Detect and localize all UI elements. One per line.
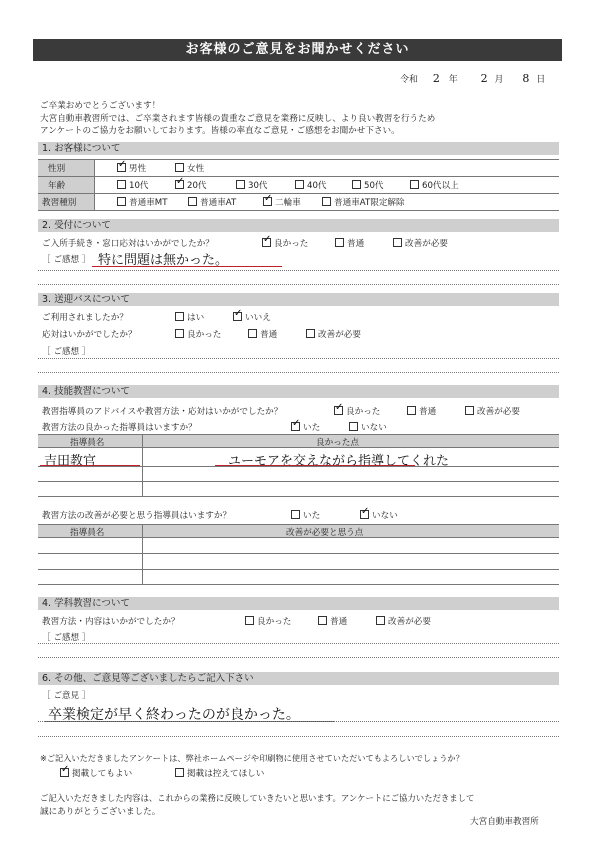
checkbox-icon[interactable] (175, 163, 184, 172)
footer-thanks-2: 誠にありがとうございました。 (40, 807, 161, 817)
s2-question: ご入所手続き・窓口応対はいかがでしたか？ (42, 239, 214, 249)
age-20s[interactable]: ✓ 20代 (175, 179, 207, 191)
good-col-instructor: 指導員名 (70, 438, 105, 448)
s3-q1-yes[interactable]: はい (175, 311, 204, 323)
s4-q2-no[interactable]: いない (349, 421, 387, 433)
checkbox-icon[interactable] (175, 312, 184, 321)
checkbox-checked-icon[interactable] (291, 422, 300, 431)
date-month: 2 (480, 72, 488, 85)
s4-q2-yes[interactable]: ✓ いた (291, 421, 320, 433)
improve-col-instructor: 指導員名 (70, 528, 105, 538)
checkbox-icon[interactable] (245, 616, 254, 625)
s4-q1-improve[interactable]: 改善が必要 (465, 405, 520, 417)
s2-opt-good[interactable]: ✓ 良かった (262, 237, 308, 249)
section-2-header: 2. 受付について (38, 219, 559, 232)
section-4-header: 4. 技能教習について (38, 385, 559, 398)
date-day-unit: 日 (536, 75, 546, 85)
s2-comment[interactable]: 特に問題は無かった。 (98, 253, 229, 268)
age-60s-plus[interactable]: 60代以上 (410, 179, 459, 191)
checkbox-icon[interactable] (465, 406, 474, 415)
type-label: 教習種別 (42, 198, 77, 208)
s2-comment-underline (92, 266, 282, 267)
checkbox-icon[interactable] (410, 180, 419, 189)
checkbox-icon[interactable] (352, 180, 361, 189)
org-name: 大宮自動車教習所 (470, 817, 539, 827)
s3-q2-normal[interactable]: 普通 (248, 328, 277, 340)
age-10s[interactable]: 10代 (117, 179, 149, 191)
date-month-unit: 月 (494, 75, 504, 85)
checkbox-checked-icon[interactable] (262, 238, 271, 247)
section-3-header: 3. 送迎バスについて (38, 293, 559, 306)
type-mt[interactable]: 普通車MT (117, 196, 167, 208)
intro-line-2: 大宮自動車教習所では、ご卒業されます皆様の貴重なご意見を業務に反映し、より良い教習を行うため (40, 114, 436, 124)
s2-opt-improve[interactable]: 改善が必要 (393, 237, 448, 249)
age-50s[interactable]: 50代 (352, 179, 384, 191)
checkbox-checked-icon[interactable] (360, 510, 369, 519)
s3-q2: 応対はいかがでしたか？ (42, 330, 137, 340)
footer-note: ※ご記入いただきましたアンケートは、弊社ホームページや印刷物に使用させていただいてもよろしいでしょうか？ (40, 753, 464, 763)
checkbox-icon[interactable] (376, 616, 385, 625)
date-day: 8 (522, 72, 530, 85)
page-title: お客様のご意見をお聞かせください (33, 39, 562, 61)
good-col-good: 良かった点 (316, 438, 359, 448)
checkbox-checked-icon[interactable] (233, 312, 242, 321)
good-instructor-name[interactable]: 吉田教官 (44, 454, 97, 469)
checkbox-icon[interactable] (175, 768, 184, 777)
s3-q2-good[interactable]: 良かった (175, 328, 221, 340)
checkbox-icon[interactable] (393, 238, 402, 247)
checkbox-icon[interactable] (349, 422, 358, 431)
checkbox-icon[interactable] (117, 197, 126, 206)
s3-q1: ご利用されましたか？ (42, 313, 128, 323)
s4-q1-good[interactable]: ✓ 良かった (334, 405, 380, 417)
date-year: 2 (432, 72, 440, 85)
checkbox-icon[interactable] (175, 329, 184, 338)
good-name-underline (40, 465, 140, 466)
checkbox-checked-icon[interactable] (334, 406, 343, 415)
s2-comment-label: ［ ご感想 ］ (42, 255, 91, 265)
good-table-header (38, 434, 559, 447)
checkbox-icon[interactable] (306, 329, 315, 338)
footer-opt-allow[interactable]: ✓掲載してもよい (60, 767, 132, 779)
s4-q1: 教習指導員のアドバイスや教習方法・応対はいかがでしたか？ (42, 407, 283, 417)
gender-male[interactable]: ✓男性 (117, 162, 146, 174)
s5-question: 教習方法・内容はいかがでしたか？ (42, 617, 180, 627)
checkbox-checked-icon[interactable] (117, 163, 126, 172)
s5-comment-label: ［ ご感想 ］ (42, 633, 91, 643)
good-text-underline (215, 465, 415, 466)
section-1-header: 1. お客様について (38, 142, 559, 155)
improve-col-improve: 改善が必要と思う点 (286, 528, 364, 538)
s4-q3: 教習方法の改善が必要と思う指導員はいますか？ (42, 511, 232, 521)
intro-line-1: ご卒業おめでとうございます！ (40, 101, 161, 111)
age-30s[interactable]: 30代 (236, 179, 268, 191)
s6-comment[interactable]: 卒業検定が早く終わったのが良かった。 (48, 707, 300, 723)
s6-comment-label: ［ ご意見 ］ (42, 691, 91, 701)
s5-opt-normal[interactable]: 普通 (318, 615, 347, 627)
age-label: 年齢 (48, 181, 66, 191)
s5-opt-improve[interactable]: 改善が必要 (376, 615, 431, 627)
checkbox-checked-icon[interactable] (60, 768, 69, 777)
intro-line-3: アンケートのご協力をお願いしております。皆様の率直なご意見・ご感想をお聞かせ下さい。 (40, 126, 400, 136)
s3-q2-improve[interactable]: 改善が必要 (306, 328, 361, 340)
gender-female[interactable]: 女性 (175, 162, 204, 174)
s4-q2: 教習方法の良かった指導員はいますか？ (42, 423, 197, 433)
s5-opt-good[interactable]: 良かった (245, 615, 291, 627)
good-point-text[interactable]: ユーモアを交えながら指導してくれた (228, 454, 450, 469)
checkbox-icon[interactable] (188, 197, 197, 206)
date-year-unit: 年 (448, 75, 458, 85)
s4-q1-normal[interactable]: 普通 (407, 405, 436, 417)
date (400, 72, 545, 85)
checkbox-icon[interactable] (295, 180, 304, 189)
date-era: 令和 (400, 75, 419, 85)
checkbox-icon[interactable] (322, 197, 331, 206)
s3-comment-label: ［ ご感想 ］ (42, 347, 91, 357)
checkbox-icon[interactable] (318, 616, 327, 625)
type-motorcycle[interactable]: ✓ 二輪車 (263, 196, 301, 208)
type-at-limit-release[interactable]: 普通車AT限定解除 (322, 196, 405, 208)
gender-label: 性別 (48, 164, 66, 174)
checkbox-icon[interactable] (248, 329, 257, 338)
section-5-header: 4. 学科教習について (38, 597, 559, 610)
checkbox-icon[interactable] (236, 180, 245, 189)
section-6-header: 6. その他、ご意見等ございましたらご記入下さい (38, 672, 559, 685)
footer-thanks-1: ご記入いただきました内容は、これからの業務に反映していきたいと思います。アンケートにご協力いただきまして (40, 793, 475, 803)
type-at[interactable]: 普通車AT (188, 196, 236, 208)
checkbox-icon[interactable] (407, 406, 416, 415)
checkbox-icon[interactable] (335, 238, 344, 247)
s4-q3-no[interactable]: ✓ いない (360, 509, 398, 521)
checkbox-icon[interactable] (291, 510, 300, 519)
checkbox-icon[interactable] (117, 180, 126, 189)
checkbox-checked-icon[interactable] (175, 180, 184, 189)
s2-opt-normal[interactable]: 普通 (335, 237, 364, 249)
age-40s[interactable]: 40代 (295, 179, 327, 191)
checkbox-checked-icon[interactable] (263, 197, 272, 206)
footer-opt-decline[interactable]: 掲載は控えてほしい (175, 767, 264, 779)
s3-q1-no[interactable]: ✓ いいえ (233, 311, 271, 323)
s4-q3-yes[interactable]: いた (291, 509, 320, 521)
